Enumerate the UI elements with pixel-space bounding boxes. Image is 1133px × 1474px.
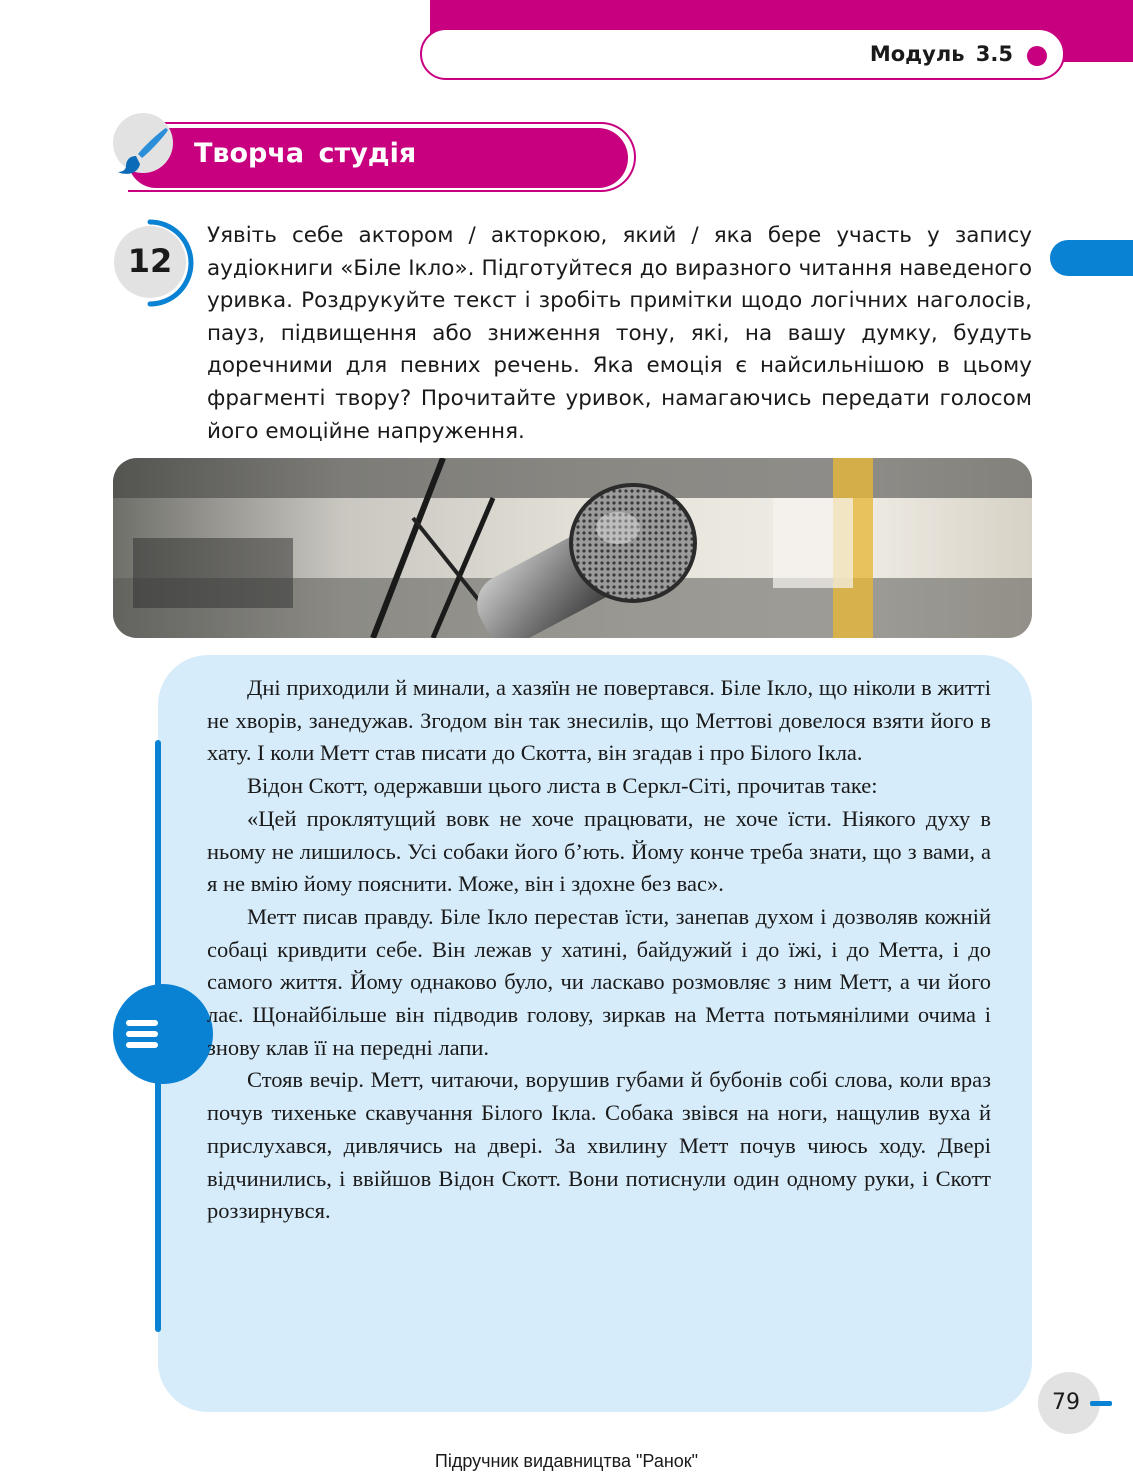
paintbrush-icon: [116, 124, 172, 176]
section-banner: [128, 122, 636, 192]
module-label: Модуль 3.5: [869, 42, 1013, 66]
excerpt-paragraph: Відон Скотт, одержавши цього листа в Серкл-Сіті, прочитав таке:: [247, 773, 878, 799]
excerpt-paragraph: «Цей проклятущий вовк не хоче працювати, не хоче їсти. Ніякого духу в ньому не лишилось. Усі собаки його б’ють. Йому конче треба знати, що з вами, а я не вмію йому пояснити. Може, він і здохне без вас».: [207, 805, 991, 897]
microphone-photo: [113, 458, 1032, 638]
text-lines-icon: [122, 1014, 162, 1054]
page-number: 79: [1052, 1390, 1080, 1415]
excerpt-paragraph: Метт писав правду. Біле Ікло перестав їсти, занепав духом і дозволяв кожній собаці кривдити себе. Він лежав у хатині, байдужий і до їжі, і до Метта, і до самого життя. Йому однаково було, чи ласкаво розмовляє з ним Метт, а чи його лає. Щонайбільше він підводив голову, зиркав на Метта потьмянілими очима і знову клав її на передні лапи.: [207, 903, 991, 1060]
excerpt-paragraph: Стояв вечір. Метт, читаючи, ворушив губами й бубонів собі слова, коли враз почув тихеньке скавучання Білого Ікла. Собака звівся на ноги, нащулив вуха й прислухався, дивлячись на двері. За хвилину Метт почув чиюсь ходу. Двері відчинились, і ввійшов Відон Скотт. Вони потиснули один одному руки, і Скотт роззирнувся.: [207, 1067, 991, 1224]
side-tab-marker: [1050, 240, 1133, 276]
reading-excerpt: [207, 672, 991, 1228]
publisher-footer: Підручник видавництва "Ранок": [434, 1451, 699, 1471]
task-number: 12: [127, 242, 173, 280]
page-number-dash: [1090, 1401, 1112, 1406]
module-dot-icon: [1027, 46, 1047, 66]
task-number-badge: [110, 218, 200, 308]
module-badge: [420, 28, 1065, 80]
task-instructions: Уявіть себе актором / акторкою, який / яка бере участь у запису аудіокниги «Біле Ікло». Підготуйтеся до виразного читання наведеного уривка. Роздрукуйте текст і зробіть примітки щодо логічних наголосів, пауз, підвищення або зниження тону, які, на вашу думку, будуть доречними для певних речень. Яка емоція є найсильнішою в цьому фрагменті твору? Прочитайте уривок, намагаючись передати голосом його емоційне напруження.: [207, 223, 1032, 444]
excerpt-paragraph: Дні приходили й минали, а хазяїн не повертався. Біле Ікло, що ніколи в житті не хворів, занедужав. Згодом він так знесилів, що Меттові довелося взяти його в хату. І коли Метт став писати до Скотта, він згадав і про Білого Ікла.: [207, 675, 991, 766]
section-title: Творча студія: [194, 138, 417, 169]
